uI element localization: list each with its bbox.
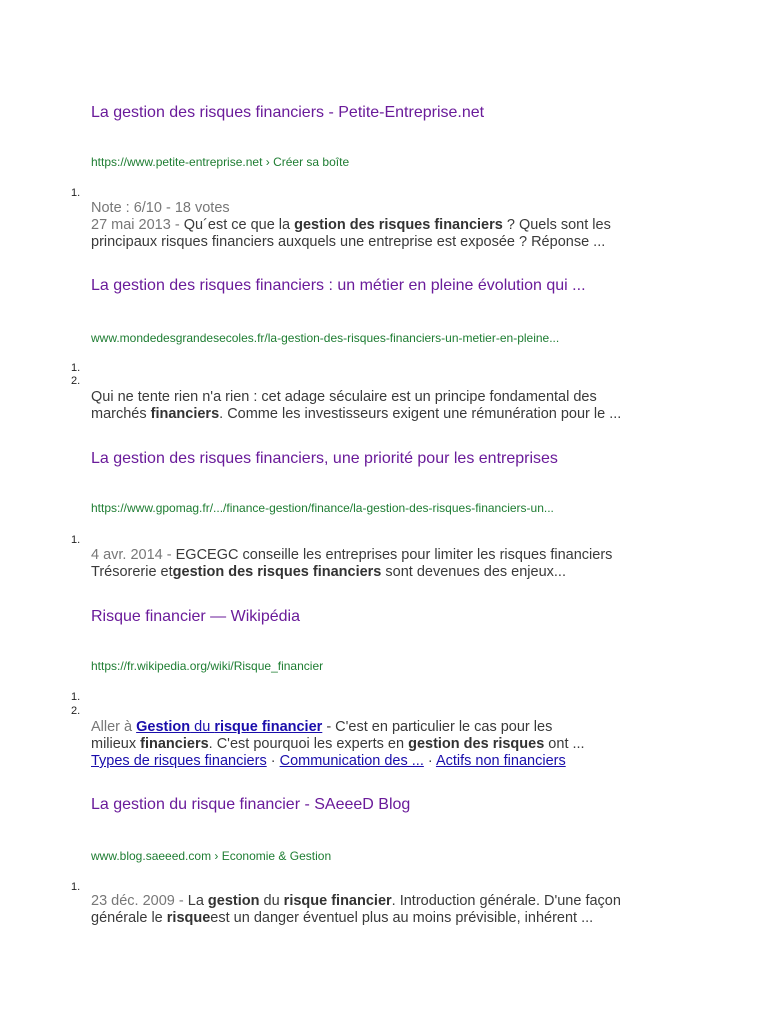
jump-link-du[interactable]: du [190,719,215,735]
snippet-text: du [259,893,284,909]
result-title-link[interactable]: La gestion des risques financiers - Petite-Entreprise.net [91,104,485,121]
snippet-bold: risque financier [283,893,392,909]
snippet-text: . C'est pourquoi les experts en [208,736,409,752]
snippet-text: générale le [91,910,167,926]
jump-link-risque-financier[interactable]: risque financier [214,719,323,735]
snippet-text: Trésorerie et [91,564,173,580]
snippet-text: La [187,893,208,909]
snippet-bold: gestion [207,893,260,909]
snippet-text: . Introduction générale. D'une façon [391,893,621,909]
snippet-text: . Comme les investisseurs exigent une rémunération pour le ... [219,406,622,422]
result-title-link[interactable]: La gestion des risques financiers : un métier en pleine évolution qui ... [91,277,586,294]
sitelink-types[interactable]: Types de risques financiers [91,753,267,769]
rating-note: Note : 6/10 - 18 votes [91,200,230,216]
result-url[interactable]: www.mondedesgrandesecoles.fr/la-gestion-des-risques-financiers-un-metier-en-pleine... [91,331,560,345]
list-marker: 1. [71,362,81,374]
snippet-text: ont ... [544,736,585,752]
result-url[interactable]: https://www.petite-entreprise.net › Créer sa boîte [91,155,350,169]
snippet-bold: risque [166,910,211,926]
snippet-text: Aller à [91,719,137,735]
sitelink-communication[interactable]: Communication des ... [279,753,424,769]
snippet-text: Qu´est ce que la [183,217,295,233]
snippet-bold: gestion des risques financiers [294,217,503,233]
list-marker: 1. [71,691,81,703]
snippet-text: ? Quels sont les [502,217,611,233]
result-snippet [91,200,691,251]
result-title-link[interactable]: Risque financier — Wikipédia [91,608,300,625]
list-marker: 2. [71,705,81,717]
result-snippet [91,547,691,581]
result-snippet [91,389,691,423]
list-marker: 2. [71,375,81,387]
snippet-bold: gestion des risques financiers [172,564,382,580]
sitelink-separator: · [423,753,436,769]
snippet-text: sont devenues des enjeux... [381,564,566,580]
snippet-text: milieux [91,736,141,752]
result-url[interactable]: https://fr.wikipedia.org/wiki/Risque_financier [91,659,324,673]
snippet-text: principaux risques financiers auxquels une entreprise est exposée ? Réponse ... [91,234,606,250]
snippet-text: marchés [91,406,151,422]
result-title-link[interactable]: La gestion des risques financiers, une priorité pour les entreprises [91,450,558,467]
list-marker: 1. [71,881,81,893]
list-marker: 1. [71,187,81,199]
snippet-text: Qui ne tente rien n'a rien : cet adage séculaire est un principe fondamental des [91,389,597,405]
jump-link-gestion[interactable]: Gestion [136,719,191,735]
result-url[interactable]: www.blog.saeeed.com › Economie & Gestion [91,849,332,863]
list-marker: 1. [71,534,81,546]
snippet-text: est un danger éventuel plus au moins prévisible, inhérent ... [210,910,594,926]
result-snippet [91,893,691,927]
result-url[interactable]: https://www.gpomag.fr/.../finance-gestion/finance/la-gestion-des-risques-financiers-un... [91,501,554,515]
sitelinks [91,753,691,770]
result-date: 27 mai 2013 - [91,217,184,233]
snippet-text: - C'est en particulier le cas pour les [322,719,553,735]
snippet-bold: financiers [140,736,209,752]
result-date: 23 déc. 2009 - [91,893,188,909]
snippet-bold: financiers [150,406,220,422]
result-snippet [91,719,691,770]
sitelink-actifs[interactable]: Actifs non financiers [435,753,566,769]
sitelink-separator: · [266,753,280,769]
snippet-text: EGCEGC conseille les entreprises pour limiter les risques financiers [175,547,613,563]
snippet-bold: gestion des risques [408,736,545,752]
result-title-link[interactable]: La gestion du risque financier - SAeeeD Blog [91,796,411,813]
result-date: 4 avr. 2014 - [91,547,176,563]
